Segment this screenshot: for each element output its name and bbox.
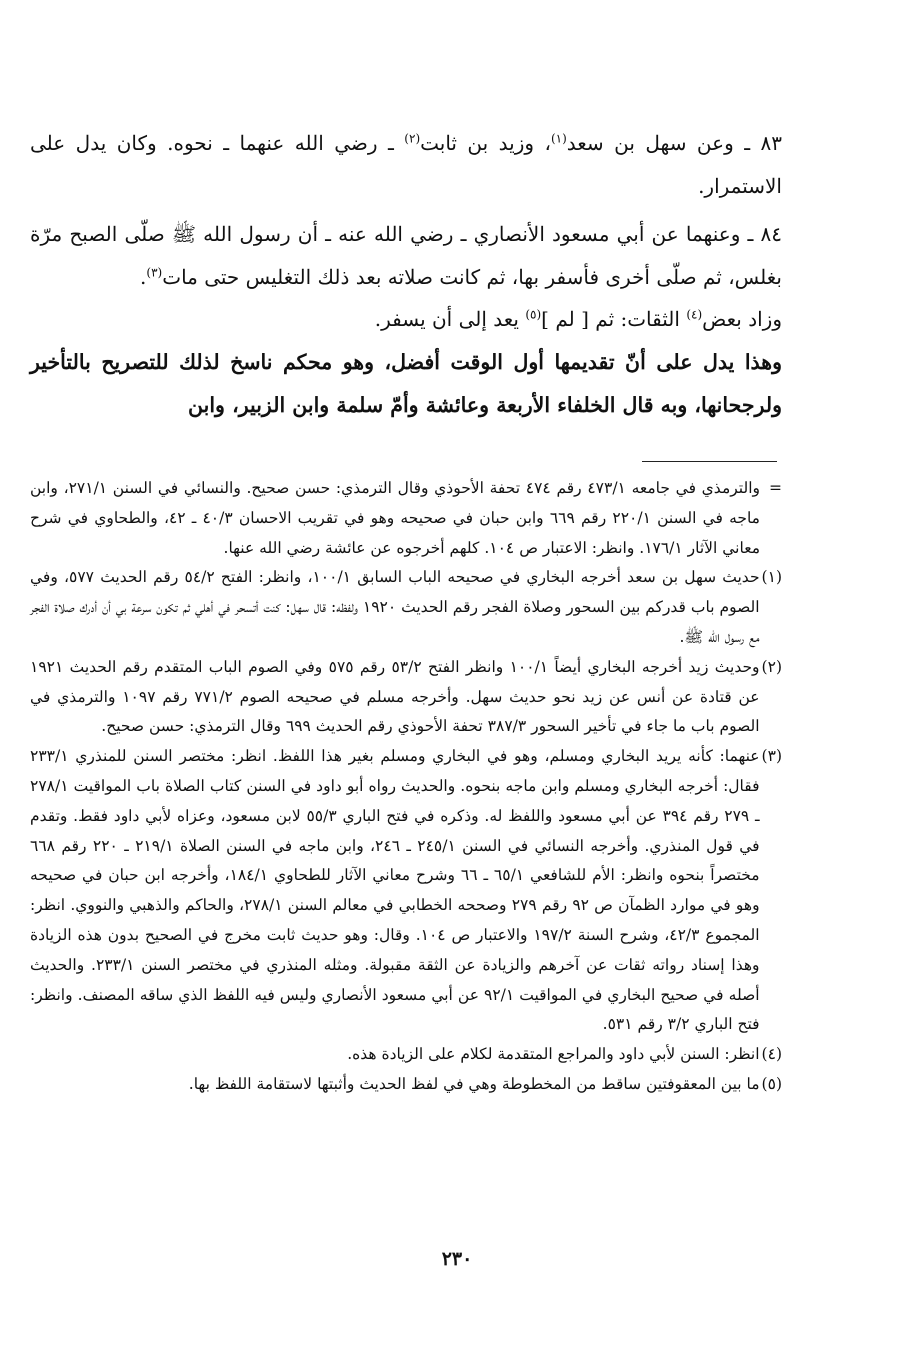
paragraph-bold-commentary: وهذا يدل على أنّ تقديمها أول الوقت أفضل، وهو محكم ناسخ لذلك للتصريح بالتأخير ولرجحانها، وبه قال الخلفاء الأربعة وعائشة وأمّ سلمة وابن الزبير، وابن (30, 349, 782, 417)
footnote-mark: (٥) (761, 1074, 782, 1093)
footnote-4 (30, 1040, 782, 1070)
footnote-continued (30, 474, 782, 563)
footnote-separator (642, 461, 777, 462)
footnote-text: ما بين المعقوفتين ساقط من المخطوطة وهي في لفظ الحديث وأثبتها لاستقامة اللفظ بها. (188, 1074, 760, 1093)
footnote-mark: (٣) (761, 747, 782, 766)
footnote-ref-2[interactable]: (٢) (404, 131, 421, 146)
footnote-mark: = (769, 479, 782, 497)
footnote-ref-3[interactable]: (٣) (146, 264, 163, 279)
footnote-ref-4[interactable]: (٤) (686, 307, 703, 322)
footnote-mark: (١) (761, 568, 782, 587)
paragraph-84-text-a: ٨٤ ـ وعنهما عن أبي مسعود الأنصاري ـ رضي الله عنه ـ أن رسول الله ﷺ صلّى الصبح مرّة بغلس، ثم صلّى أخرى فأسفر بها، ثم كانت صلاته بعد ذلك التغليس حتى مات (30, 222, 782, 289)
paragraph-ziyada-text-c: يعد إلى أن يسفر. (374, 307, 526, 331)
footnote-ref-5[interactable]: (٥) (525, 307, 542, 322)
footnote-3 (30, 742, 782, 1040)
footnote-mark: (٤) (761, 1045, 782, 1064)
paragraph-ziyada-text-b: الثقات: ثم [ لم ] (541, 307, 687, 331)
footnote-ref-1[interactable]: (١) (550, 131, 567, 146)
footnote-text: انظر: السنن لأبي داود والمراجع المتقدمة لكلام على الزيادة هذه. (347, 1045, 760, 1064)
footnote-2 (30, 653, 782, 742)
paragraph-83-text-b: ، وزيد بن ثابت (420, 131, 551, 155)
footnote-mark: (٢) (761, 657, 782, 676)
paragraph-83 (30, 122, 782, 207)
footnote-text: عنهما: كأنه يريد البخاري ومسلم، وهو في البخاري ومسلم بغير هذا اللفظ. انظر: مختصر السنن للمنذري ٢٣٣/١ فقال: أخرجه البخاري ومسلم وابن ماجه بنحوه. والحديث رواه أبو داود في السنن كتاب الصلاة باب المواقيت ٢٧٨/١ ـ ٢٧٩ رقم ٣٩٤ عن أبي مسعود واللفظ له. وذكره في فتح الباري ٥٥/٣ لابن مسعود، وعزاه لأبي داود فقط. وتقدم في قول المنذري. وأخرجه النسائي في السنن ٢٤٥/١ ـ ٢٤٦، وابن ماجه في السنن الصلاة ٢١٩/١ ـ ٢٢٠ رقم ٦٦٨ مختصراً بنحوه وانظر: الأم للشافعي ٦٥/١ ـ ٦٦ وشرح معاني الآثار للطحاوي ١٨٤/١، وأخرجه ابن حبان في صحيحه وهو في موارد الظمآن ص ٩٢ رقم ٢٧٩ وصححه الخطابي في معالم السنن ٢٧٨/١، والحاكم والذهبي والنووي. انظر: المجموع ٤٢/٣، وشرح السنة ١٩٧/٢ والاعتبار ص ١٠٤. وقال: وهو حديث ثابت مخرج في الصحيح بدون هذه الزيادة وهذا إسناد رواته ثقات عن آخرهم والزيادة عن الثقة مقبولة. ومثله المنذري في مختصر السنن ٢٣٣/١. والحديث أصله في صحيح البخاري في المواقيت ٩٢/١ عن أبي مسعود الأنصاري وليس فيه اللفظ الذي ساقه المصنف. وانظر: فتح الباري ٣/٢ رقم ٥٣١. (30, 747, 760, 1034)
footnote-5 (30, 1070, 782, 1100)
paragraph-ziyada (30, 298, 782, 341)
page-number: ٢٣٠ (441, 1248, 473, 1270)
footnote-text: وحديث زيد أخرجه البخاري أيضاً ١٠٠/١ وانظر الفتح ٥٣/٢ رقم ٥٧٥ وفي الصوم الباب المتقدم رقم الحديث ١٩٢١ عن قتادة عن أنس عن زيد نحو حديث سهل. وأخرجه مسلم في صحيحه الصوم ٧٧١/٢ رقم ١٠٩٧ والترمذي في الصوم باب ما جاء في تأخير السحور ٣٨٧/٣ تحفة الأحوذي رقم الحديث ٦٩٩ وقال الترمذي: حسن صحيح. (30, 657, 760, 736)
paragraph-84-text-b: . (140, 264, 147, 289)
footnotes (30, 474, 782, 1100)
paragraph-83-text-a: ٨٣ ـ وعن سهل بن سعد (566, 131, 782, 155)
footnote-text: حديث سهل بن سعد أخرجه البخاري في صحيحه الباب السابق ١٠٠/١، وانظر: الفتح ٥٤/٢ رقم الحديث ٥٧٧، وفي الصوم باب قدركم بين السحور وصلاة الفجر رقم الحديث ١٩٢٠ ولفظه: قال سهل: كنت أتسحر في أهلي ثم تكون سرعة بي أن أدرك صلاة الفجر مع رسول الله ﷺ. (30, 568, 760, 646)
paragraph-ziyada-text-a: وزاد بعض (702, 307, 782, 331)
paragraph-83-text-c: ـ رضي الله عنهما ـ نحوه. وكان يدل على الاستمرار. (30, 131, 782, 198)
footnote-1 (30, 563, 782, 652)
footnote-text: والترمذي في جامعه ٤٧٣/١ رقم ٤٧٤ تحفة الأحوذي وقال الترمذي: حسن صحيح. والنسائي في السنن ٢٧١/١، وابن ماجه في السنن ٢٢٠/١ رقم ٦٦٩ وابن حبان في صحيحه وهو في تقريب الاحسان ٤٠/٣ ـ ٤٢، والطحاوي في شرح معاني الآثار ١٧٦/١. وانظر: الاعتبار ص ١٠٤. كلهم أخرجوه عن عائشة رضي الله عنها. (30, 479, 760, 557)
main-text (30, 122, 782, 427)
paragraph-84 (30, 213, 782, 298)
